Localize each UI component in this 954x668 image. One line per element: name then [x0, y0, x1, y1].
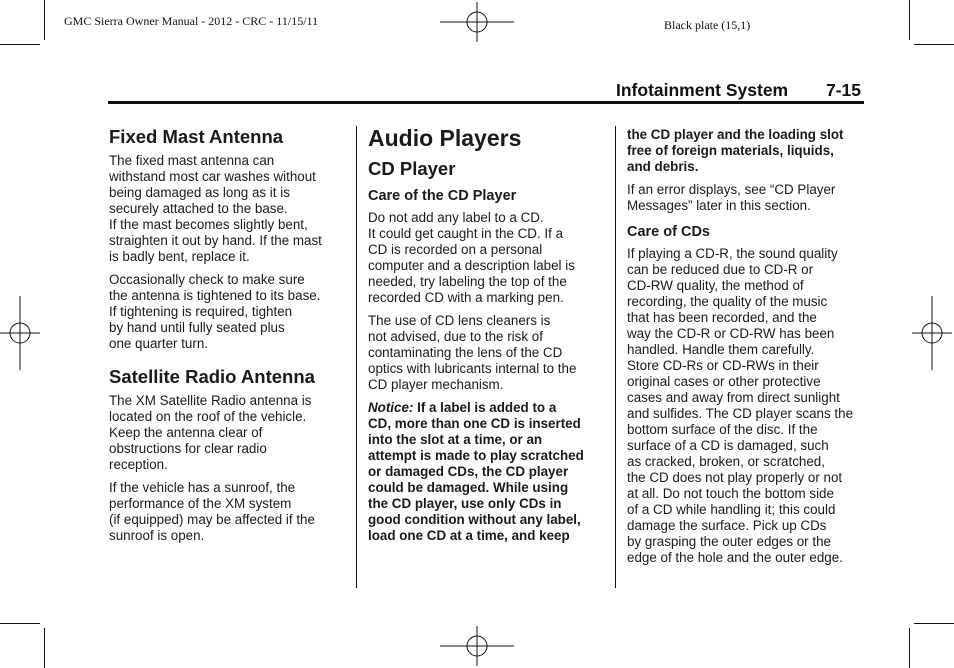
column-3	[627, 127, 867, 573]
paragraph: The fixed mast antenna can withstand most car washes without being damaged as long as it is securely attached to the base. If the mast becomes slightly bent, straighten it out by hand. If the mast is badly bent, replace it.	[109, 153, 322, 264]
notice-label: Notice:	[368, 400, 414, 415]
crop-mark	[909, 0, 910, 40]
print-header-right: Black plate (15,1)	[664, 18, 751, 32]
paragraph: If an error displays, see “CD Player Messages” later in this section.	[627, 182, 836, 213]
column-divider	[615, 126, 616, 588]
registration-mark-left	[0, 296, 40, 370]
registration-mark-bottom	[440, 626, 514, 666]
print-header-left: GMC Sierra Owner Manual - 2012 - CRC - 11/15/11	[64, 14, 319, 28]
notice-text: If a label is added to a CD, more than one CD is inserted into the slot at a time, or an attempt is made to play scratched or damaged CDs, the CD player could be damaged. While using the CD player, use only CDs in good condition without any label, load one CD at a time, and keep	[368, 400, 584, 543]
notice-paragraph	[368, 400, 608, 544]
paragraph: The use of CD lens cleaners is not advised, due to the risk of contaminating the lens of the CD optics with lubricants internal to the CD player mechanism.	[368, 313, 577, 392]
column-1	[109, 126, 349, 551]
crop-mark	[0, 623, 40, 624]
paragraph: Do not add any label to a CD. It could get caught in the CD. If a CD is recorded on a personal computer and a description label is needed, try labeling the top of the recorded CD with a marking pen.	[368, 210, 575, 305]
heading-care-of-cd-player: Care of the CD Player	[368, 188, 517, 204]
registration-mark-top	[440, 2, 514, 42]
crop-mark	[44, 0, 45, 40]
heading-cd-player: CD Player	[368, 158, 456, 179]
crop-mark	[914, 44, 954, 45]
paragraph: If the vehicle has a sunroof, the performance of the XM system (if equipped) may be affected if the sunroof is open.	[109, 480, 315, 543]
heading-fixed-mast-antenna: Fixed Mast Antenna	[109, 126, 284, 147]
section-rule	[108, 101, 864, 104]
crop-mark	[914, 623, 954, 624]
registration-mark-right	[912, 296, 952, 370]
running-head-page: 7-15	[826, 80, 862, 100]
heading-satellite-radio-antenna: Satellite Radio Antenna	[109, 366, 315, 387]
heading-audio-players: Audio Players	[368, 125, 522, 151]
column-2	[368, 125, 608, 551]
column-divider	[356, 126, 357, 588]
crop-mark	[909, 628, 910, 668]
crop-mark	[44, 628, 45, 668]
heading-care-of-cds: Care of CDs	[627, 224, 710, 240]
notice-continuation: the CD player and the loading slot free of foreign materials, liquids, and debris.	[627, 127, 844, 174]
crop-mark	[0, 44, 40, 45]
paragraph: Occasionally check to make sure the antenna is tightened to its base. If tightening is required, tighten by hand until fully seated plus one quarter turn.	[109, 272, 321, 351]
paragraph: If playing a CD-R, the sound quality can be reduced due to CD-R or CD-RW quality, the method of recording, the quality of the music that has been recorded, and the way the CD-R or CD-RW has been handled. Handle them carefully. Store CD-Rs or CD-RWs in their original cases or other protective cases and away from direct sunlight and sulfides. The CD player scans the bottom surface of the disc. If the surface of a CD is damaged, such as cracked, broken, or scratched, the CD does not play properly or not at all. Do not touch the bottom side of a CD while handling it; this could damage the surface. Pick up CDs by grasping the outer edges or the edge of the hole and the outer edge.	[627, 246, 854, 565]
running-head-section: Infotainment System	[616, 80, 789, 100]
paragraph: The XM Satellite Radio antenna is located on the roof of the vehicle. Keep the antenna clear of obstructions for clear radio reception.	[109, 393, 312, 472]
